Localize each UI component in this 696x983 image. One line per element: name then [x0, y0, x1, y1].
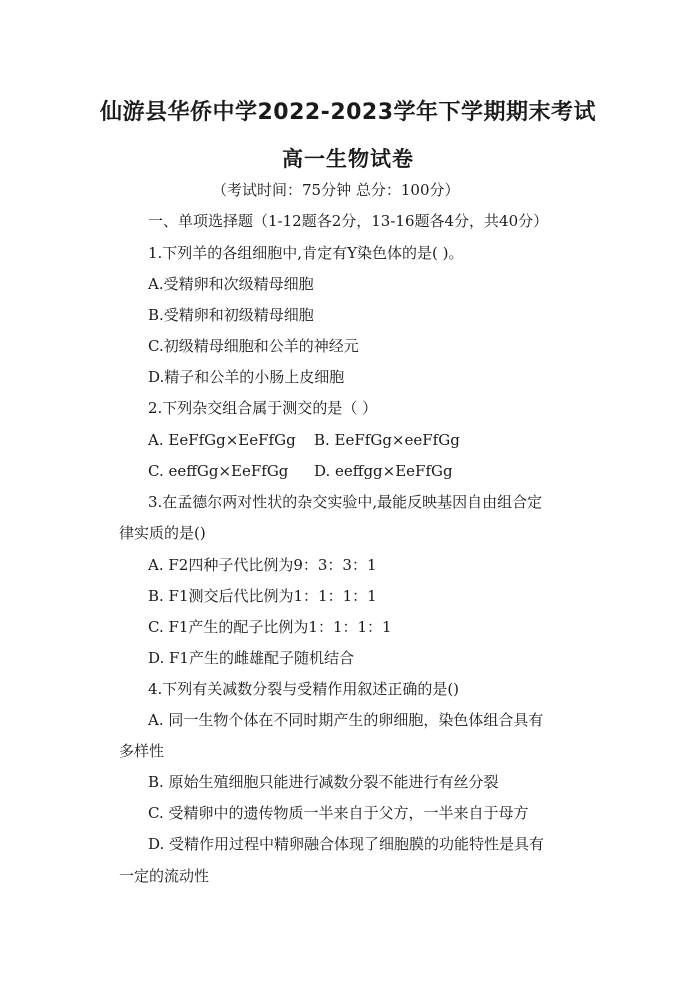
question-3-stem-line-2: 律实质的是() [119, 524, 206, 542]
exam-title: 仙游县华侨中学2022-2023学年下学期期末考试 [99, 100, 597, 125]
question-1-option-c: C.初级精母细胞和公羊的神经元 [148, 337, 359, 355]
question-1-stem: 1.下列羊的各组细胞中,肯定有Y染色体的是( )。 [148, 244, 464, 262]
question-3-stem-line-1: 3.在孟德尔两对性状的杂交实验中,最能反映基因自由组合定 [148, 493, 543, 511]
question-1-option-b: B.受精卵和初级精母细胞 [148, 306, 314, 324]
question-3-option-a: A. F2四种子代比例为9：3：3：1 [148, 556, 377, 574]
question-4-option-d-line-2: 一定的流动性 [119, 867, 210, 885]
question-3-option-c: C. F1产生的配子比例为1：1：1：1 [148, 618, 392, 636]
question-4-option-a-line-2: 多样性 [119, 742, 165, 760]
question-1-option-a: A.受精卵和次级精母细胞 [148, 275, 314, 293]
question-2-option-d: D. eeffgg×EeFfGg [314, 462, 453, 480]
exam-info: （考试时间：75分钟 总分：100分） [212, 181, 460, 199]
question-3-option-d: D. F1产生的雌雄配子随机结合 [148, 649, 354, 667]
question-1-option-d: D.精子和公羊的小肠上皮细胞 [148, 368, 345, 386]
question-4-stem: 4.下列有关减数分裂与受精作用叙述正确的是() [148, 680, 460, 698]
question-4-option-b: B. 原始生殖细胞只能进行减数分裂不能进行有丝分裂 [148, 773, 499, 791]
question-4-option-d-line-1: D. 受精作用过程中精卵融合体现了细胞膜的功能特性是具有 [148, 835, 545, 853]
section-heading: 一、单项选择题（1-12题各2分，13-16题各4分，共40分） [148, 212, 549, 230]
question-2-option-b: B. EeFfGg×eeFfGg [314, 431, 460, 449]
question-2-option-a: A. EeFfGg×EeFfGg [148, 431, 296, 449]
exam-subtitle: 高一生物试卷 [282, 147, 414, 171]
question-2-option-c: C. eeffGg×EeFfGg [148, 462, 289, 480]
question-4-option-c: C. 受精卵中的遗传物质一半来自于父方，一半来自于母方 [148, 804, 529, 822]
question-3-option-b: B. F1测交后代比例为1：1：1：1 [148, 587, 377, 605]
question-4-option-a-line-1: A. 同一生物个体在不同时期产生的卵细胞，染色体组合具有 [148, 711, 544, 729]
question-2-stem: 2.下列杂交组合属于测交的是（ ） [148, 399, 378, 417]
